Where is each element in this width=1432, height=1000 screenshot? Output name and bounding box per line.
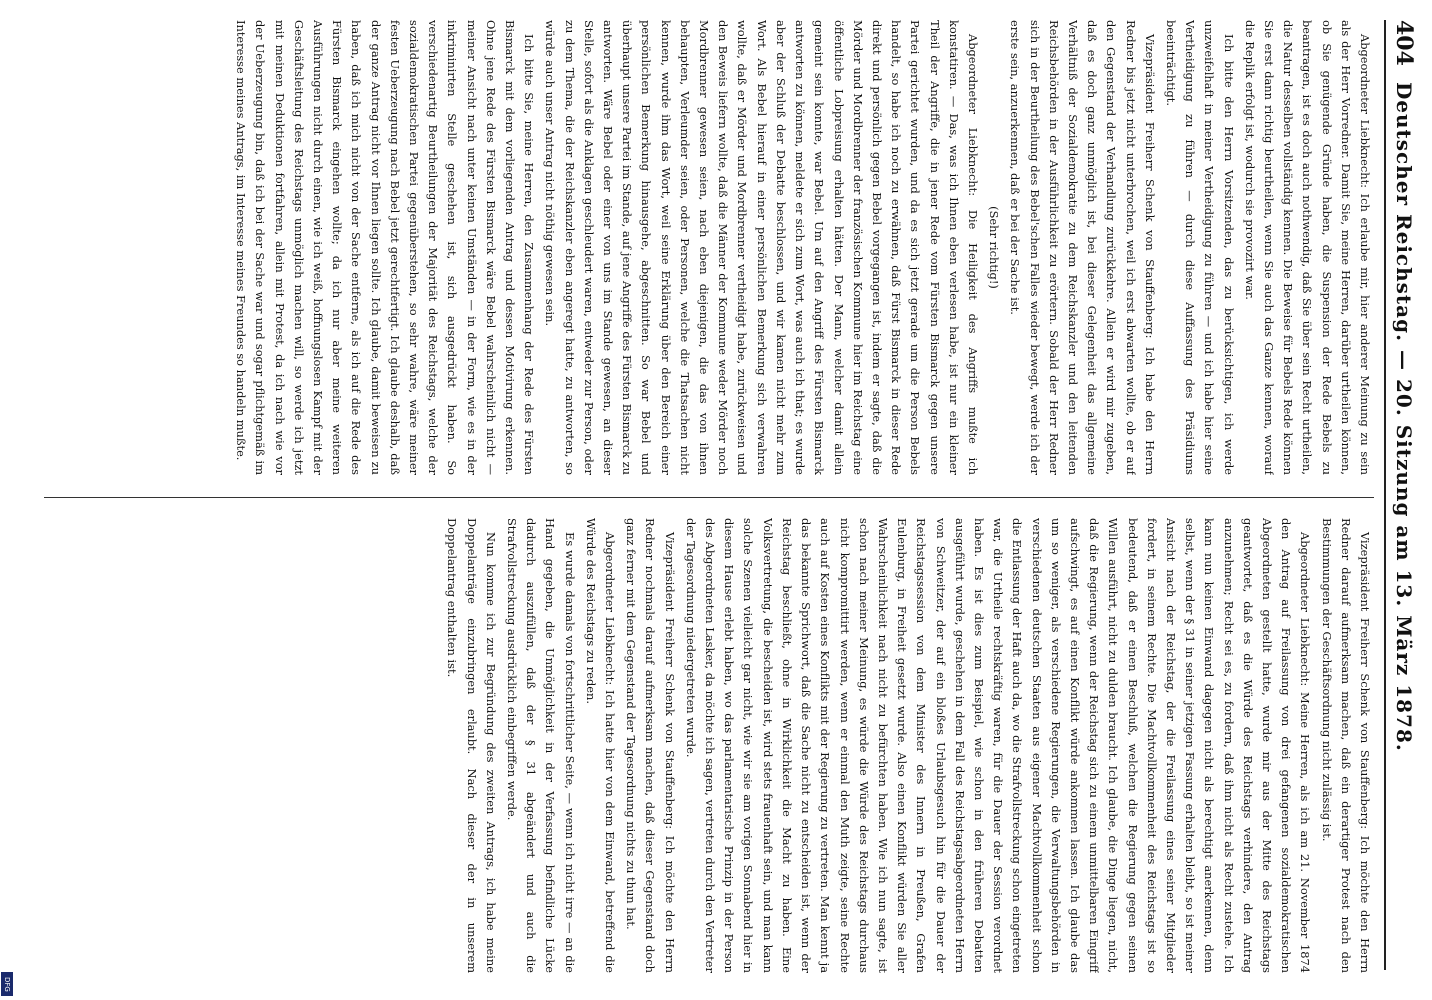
scanned-sheet [14, 0, 1432, 1000]
paragraph: Abgeordneter Liebknecht: Die Heiligkeit des Angriffs mußte ich konstatiren. — Das, was ich Ihnen eben verlesen habe, ist nur ein kleiner Theil der Angriffe, die in jener Rede vom Fürsten Bismarck gegen unsere Partei gerichtet wurden, und da es sich jetzt gerade um die Person Bebels handelt, so habe ich noch zu erwähnen, daß Fürst Bismarck in dieser Rede direkt und persönlich gegen Bebel vorgegangen ist, indem er sagte, daß die Mörder und Mordbrenner der französischen Kommune hier im Reichstag eine öffentliche Lobpreisung erhalten hätten. Der Mann, welcher damit allein gemeint sein konnte, war Bebel. Um auf den Angriff des Fürsten Bismarck antworten zu können, meldete er sich zum Wort, was auch ich that; es wurde aber der Schluß der Debatte beschlossen, und wir kamen nicht mehr zum Wort. Als Bebel hierauf in einer persönlichen Bemerkung sich verwahren wollte, daß er Mörder und Mordbrenner vertheidigt habe, zurückweisen und den Beweis liefern wollte, daß die Männer der Kommune weder Mörder noch Mordbrenner gewesen seien, nach eben diejenigen, die das von ihnen behaupten, Verleumder seien, oder Personen, welche die Thatsachen nicht kennen, wurde ihm das Wort, weil seine Erklärung über den Bereich einer persönlichen Bemerkung hinausgehe, abgeschnitten. So war Bebel und überhaupt unsere Partei im Stande, auf jene Angriffe des Fürsten Bismarck zu antworten. Wäre Bebel oder einer von uns im Stande gewesen, an dieser Stelle, sofort als die Anklagen geschleudert waren, entweder zur Person, oder zu dem Thema, die der Reichskanzler eben angeregt hatte, zu antworten, so würde auch unser Antrag nicht nöthig gewesen sein. [543, 20, 980, 475]
column-divider [44, 497, 1374, 498]
paragraph: Vizepräsident Freiherr Schenk von Stauffenberg: Ich möchte den Herrn Redner darauf aufmerksam machen, daß ein derartiger Protest nach den Bestimmungen der Geschäftsordnung nicht zulässig ist. [1319, 518, 1372, 973]
rotated-page [14, 0, 1432, 1000]
paragraph: Abgeordneter Liebknecht: Ich hatte hier von dem Einwand, betreffend die Würde des Reichstags zu reden. [583, 518, 618, 973]
header-rule [1384, 20, 1386, 970]
left-column [34, 20, 1374, 475]
paragraph: Es wurde damals von fortschrittlicher Seite, — wenn ich nicht irre — an die Hand gegeben, die Unmöglichkeit in der Verfassung befindliche Lücke dadurch auszufüllen, daß der § 31 abgeändert und auch die Strafvollstreckung ausdrücklich einbegriffen werde. [505, 518, 577, 973]
interjection: (Sehr richtig!) [987, 206, 1002, 289]
running-title: Deutscher Reichstag. — 20. Sitzung am 13. März 1878. [1392, 81, 1416, 752]
paragraph: Nun komme ich zur Begründung des zweiten Antrags, ich habe meine Doppelanträge einzubringen erlaubt. Nach dieser der in unserem Doppelantrag enthalten ist. [445, 518, 498, 973]
running-head [1384, 20, 1424, 960]
page-number: 404 [1391, 20, 1417, 66]
paragraph: Vizepräsident Freiherr Schenk von Stauffenberg: Ich habe den Herrn Redner bis jetzt nicht unterbrochen, weil ich erst abwarten wollte, ob er auf den Gegenstand der Verhandlung zurückkehre. Allein er wird mir zugeben, daß es doch ganz unmöglich ist, bei dieser Gelegenheit das allgemeine Verhältniß der Sozialdemokratie zu dem Reichskanzler und den leitenden Reichsbehörden in der Ausführlichkeit zu erörtern. Sobald der Herr Redner sich in der Beurtheilung des Bebel'schen Falles wieder bewegt, werde ich der erste sein, anzuerkennen, daß er bei der Sache ist. [1008, 20, 1157, 475]
right-column [34, 518, 1374, 973]
paragraph: Vizepräsident Freiherr Schenk von Stauffenberg: Ich möchte den Herrn Redner nochmals darauf aufmerksam machen, daß dieser Gegenstand doch ganz ferner mit dem Gegenstand der Tagesordnung nichts zu thun hat. [624, 518, 677, 973]
paragraph: Abgeordneter Liebknecht: Ich erlaube mir, hier anderer Meinung zu sein als der Herr Vorredner. Damit Sie, meine Herren, darüber urtheilen können, ob Sie genügende Gründe haben, die Suspension der Rede Bebels zu beantragen, ist es doch auch nothwendig, daß Sie über sein Recht urtheilen, die Natur desselben vollständig kennen. Die Beweise für Bebels Rede können Sie erst dann richtig beurtheilen, wenn Sie auch das Ganze kennen, worauf die Replik erfolgt ist, wodurch sie provozirt war. [1242, 20, 1372, 475]
paragraph: Ich bitte Sie, meine Herren, den Zusammenhang der Rede des Fürsten Bismarck mit dem vorliegenden Antrag und dessen Motivirung erkennen. Ohne jene Rede des Fürsten Bismarck wäre Bebel wahrscheinlich nicht — meiner Ansicht nach unter keinen Umständen — in der Form, wie es in der inkriminirten Stelle geschehen ist, sich ausgedrückt haben. So verschiedenartig Beurtheilungen der Majorität des Reichstags, welche der sozialdemokratischen Partei gegenüberstehen, so sehr wahre, wäre meiner festen Ueberzeugung nach Bebel jetzt gerechtfertigt. Ich glaube deshalb, daß der ganze Antrag nicht vor Ihnen liegen sollte. Ich glaube, damit beweisen zu haben, daß ich mich nicht von der Sache entferne, als ich auf die Rede des Fürsten Bismarck eingehen wollte; da ich nur aber meine weiteren Ausführungen nicht durch einen, wie ich weiß, hoffnungslosen Kampf mit der Geschäftsleitung des Reichstags unmöglich machen will, so werde ich jetzt mit meinen Deduktionen fortfahren, allein mit Protest, da ich nach wie vor der Ueberzeugung bin, daß ich bei der Sache war und sogar pflichtgemäß im Interesse meines Antrags, im Interesse meines Freundes so handeln mußte. [234, 20, 537, 475]
paragraph: Abgeordneter Liebknecht: Meine Herren, als ich am 21. November 1874 den Antrag auf Freilassung von drei gefangenen sozialdemokratischen Abgeordneten gestellt hatte, wurde mir aus der Mitte des Reichstags geantwortet, daß es die Würde des Reichstags verhindere, den Antrag anzunehmen; Recht sei es, zu fordern, daß ihm nicht als Recht zustehe. Ich kann nun keinen Einwand dagegen nicht als berechtigt anerkennen, denn selbst, wenn der § 31 in seiner jetzigen Fassung erhalten bleibt, so ist meiner Ansicht nach der Reichstag, der die Freilassung eines seiner Mitglieder fordert, in seinem Rechte. Die Machtvollkommenheit des Reichstags ist so bedeutend, daß er einen Beschluß, welchen die Regierung gegen seinen Willen ausführt, nicht zu dulden braucht. Ich glaube, die Dinge liegen, nicht, daß die Regierung, wenn der Reichstag sich zu einem unmittelbaren Eingriff aufschwingt, es auf einen Konflikt würde ankommen lassen. Ich glaube das um so weniger, als verschiedene Regierungen, die Verwaltungsbehörden in verschiedenen deutschen Staaten aus eigener Machtvollkommenheit schon die Entlassung der Haft auch da, wo die Strafvollstreckung schon eingetreten war, die Urtheile rechtskräftig waren, für die Dauer der Session verordnet haben. Es ist dies zum Beispiel, wie schon in den früheren Debatten ausgeführt wurde, geschehen in dem Fall des Reichstagsabgeordneten Herrn von Schweitzer, der auf ein bloßes Urlaubsgesuch hin für die Dauer der Reichstagssession von dem Minister des Innern in Preußen, Grafen Eulenburg, in Freiheit gesetzt wurde. Also einen Konflikt würden Sie aller Wahrscheinlichkeit nach nicht zu befürchten haben. Wie ich nun sagte, ist schon nach meiner Meinung, es würde die Würde des Reichstags durchaus nicht kompromittirt werden, wenn er einmal den Muth zeigte, seine Rechte auch auf Kosten eines Konflikts mit der Regierung zu vertreten. Man kennt ja das bekannte Sprichwort, daß die Sache nicht zu entscheiden ist, wenn der Reichstag beschließt, ohne in Wirklichkeit die Macht zu haben. Eine Volksvertretung, die bescheiden ist, wird stets frauenhaft sein, und man kann solche Szenen vielleicht gar nicht, wie wir sie am vorigen Sonnabend hier in diesem Hause erlebt haben, wo das parlamentarische Prinzip in der Person des Abgeordneten Lasker, da möchte ich sagen, vertreten durch den Vertreter der Tagesordnung niedergetreten wurde. [683, 518, 1313, 973]
credit-sidebar [0, 0, 14, 1000]
dfg-logo: DFG [1, 972, 13, 996]
paragraph: Ich bitte den Herrn Vorsitzenden, das zu berücksichtigen, ich werde unzweifelhaft in meiner Vertheidigung zu führen — und ich habe hier seine Vertheidigung zu führen — durch diese Auffassung des Präsidiums beeinträchtigt. [1163, 20, 1236, 475]
